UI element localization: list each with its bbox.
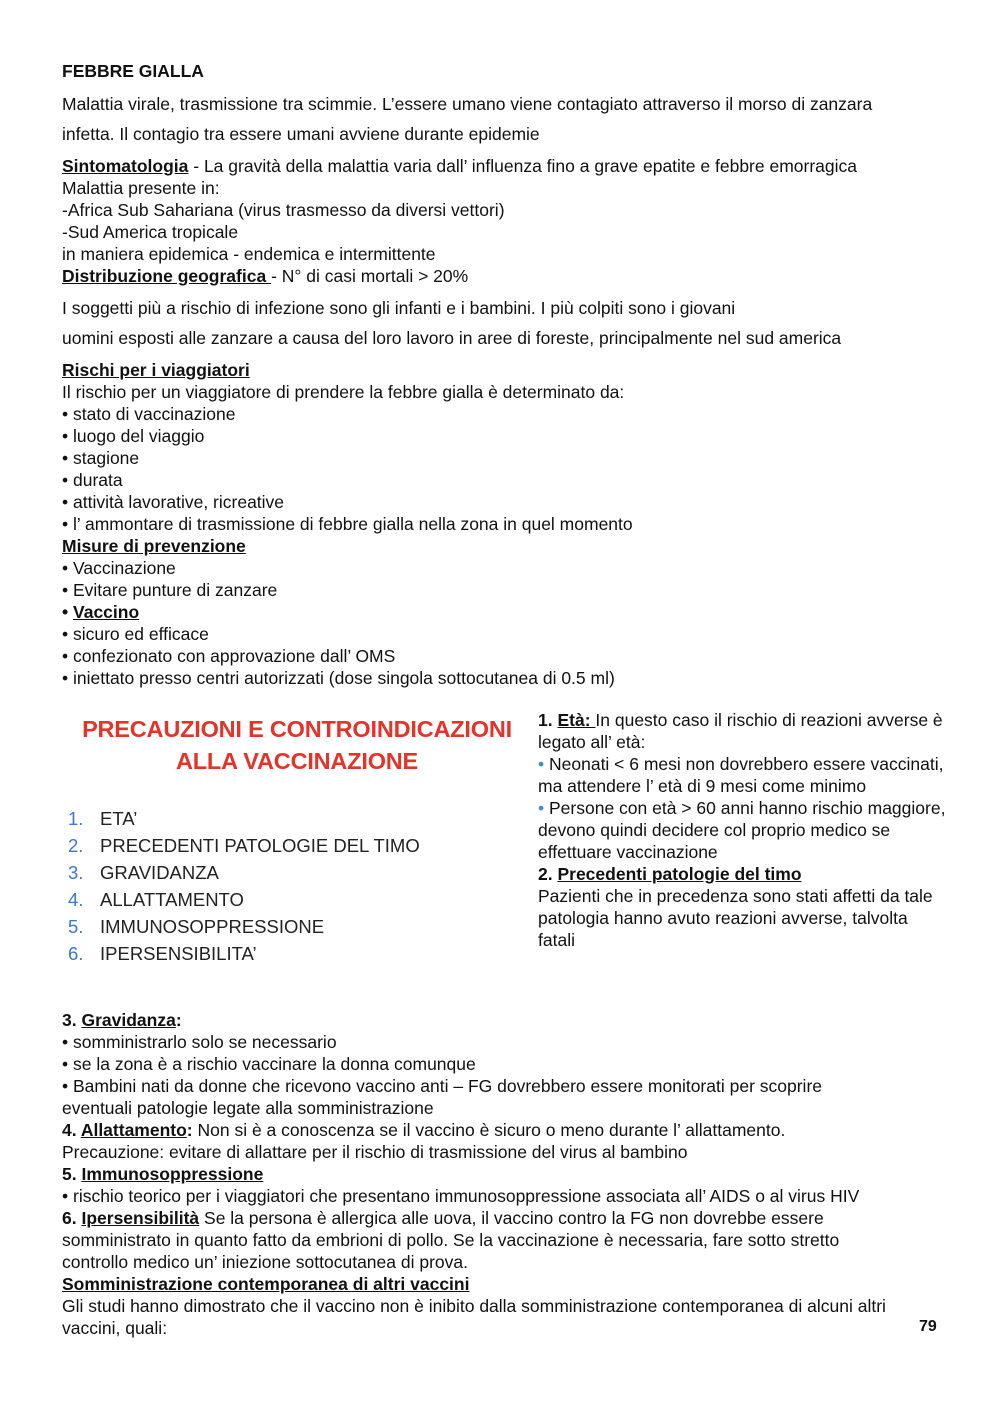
- precauzioni-section: [62, 709, 946, 1009]
- neonati-item: [538, 753, 948, 797]
- gravidanza-item: • se la zona è a rischio vaccinare la donna comunque: [62, 1054, 476, 1074]
- allattamento-line-2: Precauzione: evitare di allattare per il rischio di trasmissione del virus al bambino: [62, 1142, 688, 1162]
- distribuzione-text: - N° di casi mortali > 20%: [271, 266, 469, 286]
- slide-list-item: [68, 886, 532, 913]
- sintomatologia-item: -Africa Sub Sahariana (virus trasmesso da diversi vettori): [62, 200, 505, 220]
- gravidanza-item: eventuali patologie legate alla somministrazione: [62, 1098, 434, 1118]
- allattamento-text: Non si è a conoscenza se il vaccino è sicuro o meno durante l’ allattamento.: [192, 1120, 786, 1140]
- gravidanza-item: • somministrarlo solo se necessario: [62, 1032, 337, 1052]
- rischi-item: • l’ ammontare di trasmissione di febbre gialla nella zona in quel momento: [62, 514, 633, 534]
- slide-list-item: [68, 940, 532, 967]
- distribuzione-line: [62, 265, 942, 287]
- ipersensibilita-heading: Ipersensibilità: [81, 1208, 200, 1228]
- neonati-text: Neonati < 6 mesi non dovrebbero essere vaccinati, ma attendere l’ età di 9 mesi come minimo: [538, 754, 944, 796]
- vaccino-line: [62, 601, 942, 623]
- slide-item-label: IMMUNOSOPPRESSIONE: [100, 916, 325, 937]
- rischi-item: • stato di vaccinazione: [62, 404, 236, 424]
- vaccino-item: • iniettato presso centri autorizzati (dose singola sottocutanea di 0.5 ml): [62, 668, 615, 688]
- bullet-icon: •: [538, 798, 549, 818]
- persone-text: Persone con età > 60 anni hanno rischio maggiore, devono quindi decidere col proprio medico se effettuare vaccinazione: [538, 798, 946, 862]
- rischi-heading: Rischi per i viaggiatori: [62, 360, 250, 380]
- allattamento-line: [62, 1119, 942, 1141]
- timo-text: Pazienti che in precedenza sono stati affetti da tale patologia hanno avuto reazioni avverse, talvolta fatali: [538, 886, 933, 950]
- rischi-intro: Il rischio per un viaggiatore di prendere la febbre gialla è determinato da:: [62, 382, 625, 402]
- document-page: [62, 60, 946, 1339]
- ipersensibilita-line-3: controllo medico un’ iniezione sottocutanea di prova.: [62, 1252, 468, 1272]
- slide-item-number: 1.: [68, 808, 84, 829]
- precauzioni-side-text: [538, 709, 948, 951]
- page-number: 79: [919, 1318, 937, 1335]
- timo-heading-line: [538, 863, 948, 885]
- slide-title-line-2: ALLA VACCINAZIONE: [175, 748, 419, 774]
- slide-title-line-1: PRECAUZIONI E CONTROINDICAZIONI: [82, 716, 512, 742]
- prevenzione-item: • Evitare punture di zanzare: [62, 580, 278, 600]
- precauzioni-slide-image: [62, 709, 532, 989]
- slide-list-item: [68, 913, 532, 940]
- sintomatologia-item: -Sud America tropicale: [62, 222, 239, 242]
- gravidanza-colon: :: [175, 1010, 182, 1030]
- intro-line-2: infetta. Il contagio tra essere umani avviene durante epidemie: [62, 124, 540, 144]
- timo-number: 2.: [538, 864, 558, 884]
- immuno-item: • rischio teorico per i viaggiatori che presentano immunosoppressione associata all’ AIDS o al virus HIV: [62, 1186, 860, 1206]
- prevenzione-item: • Vaccinazione: [62, 558, 176, 578]
- eta-text: In questo caso il rischio di reazioni avverse è legato all’ età:: [538, 710, 943, 752]
- slide-title: [62, 713, 532, 777]
- rischi-item: • attività lavorative, ricreative: [62, 492, 285, 512]
- slide-item-number: 4.: [68, 889, 84, 910]
- slide-item-number: 6.: [68, 943, 84, 964]
- rischi-item: • durata: [62, 470, 123, 490]
- gravidanza-heading-line: [62, 1009, 942, 1031]
- slide-item-number: 2.: [68, 835, 84, 856]
- sintomatologia-heading: Sintomatologia: [62, 156, 189, 176]
- allattamento-colon: :: [186, 1120, 193, 1140]
- vaccino-item: • sicuro ed efficace: [62, 624, 209, 644]
- eta-paragraph: [538, 709, 948, 753]
- contemporanea-line-2: vaccini, quali:: [62, 1318, 168, 1338]
- slide-item-number: 3.: [68, 862, 84, 883]
- immuno-heading: Immunosoppressione: [81, 1164, 264, 1184]
- slide-list-item: [68, 859, 532, 886]
- sintomatologia-line: [62, 155, 942, 177]
- allattamento-number: 4.: [62, 1120, 81, 1140]
- eta-heading: Età:: [557, 710, 596, 730]
- vaccino-bullet: •: [62, 602, 73, 622]
- immuno-number: 5.: [62, 1164, 82, 1184]
- distribuzione-line-2: uomini esposti alle zanzare a causa del loro lavoro in aree di foreste, principalmente nel sud america: [62, 328, 842, 348]
- bullet-icon: •: [538, 754, 549, 774]
- ipersensibilita-line-2: somministrato in quanto fatto da embrioni di pollo. Se la vaccinazione è necessaria, fare sotto stretto: [62, 1230, 840, 1250]
- slide-item-label: ETA’: [100, 808, 138, 829]
- eta-number: 1.: [538, 710, 558, 730]
- slide-list-item: [68, 805, 532, 832]
- allattamento-heading: Allattamento: [80, 1120, 187, 1140]
- contemporanea-heading: Somministrazione contemporanea di altri vaccini: [62, 1274, 470, 1294]
- contemporanea-line-1: Gli studi hanno dimostrato che il vaccino non è inibito dalla somministrazione contemporanea di alcuni altri: [62, 1296, 886, 1316]
- slide-item-label: ALLATTAMENTO: [100, 889, 244, 910]
- immuno-heading-line: [62, 1163, 942, 1185]
- slide-list-item: [68, 832, 532, 859]
- gravidanza-heading: Gravidanza: [81, 1010, 176, 1030]
- persone-item: [538, 797, 948, 863]
- gravidanza-item: • Bambini nati da donne che ricevono vaccino anti – FG dovrebbero essere monitorati per scoprire: [62, 1076, 823, 1096]
- sintomatologia-item: Malattia presente in:: [62, 178, 220, 198]
- gravidanza-number: 3.: [62, 1010, 82, 1030]
- intro-line-1: Malattia virale, trasmissione tra scimmie. L’essere umano viene contagiato attraverso il morso di zanzara: [62, 94, 873, 114]
- ipersensibilita-text: Se la persona è allergica alle uova, il vaccino contro la FG non dovrebbe essere: [199, 1208, 824, 1228]
- slide-item-label: PRECEDENTI PATOLOGIE DEL TIMO: [100, 835, 420, 856]
- prevenzione-heading: Misure di prevenzione: [62, 536, 246, 556]
- page-title: FEBBRE GIALLA: [62, 61, 204, 81]
- sintomatologia-text: - La gravità della malattia varia dall’ influenza fino a grave epatite e febbre emorragica: [188, 156, 858, 176]
- ipersensibilita-number: 6.: [62, 1208, 82, 1228]
- rischi-item: • stagione: [62, 448, 140, 468]
- slide-list: [68, 805, 532, 967]
- vaccino-heading: Vaccino: [73, 602, 140, 622]
- vaccino-item: • confezionato con approvazione dall’ OMS: [62, 646, 396, 666]
- slide-item-number: 5.: [68, 916, 84, 937]
- slide-item-label: GRAVIDANZA: [100, 862, 219, 883]
- timo-heading: Precedenti patologie del timo: [557, 864, 802, 884]
- rischi-item: • luogo del viaggio: [62, 426, 205, 446]
- ipersensibilita-line: [62, 1207, 942, 1229]
- slide-item-label: IPERSENSIBILITA’: [100, 943, 257, 964]
- distribuzione-heading: Distribuzione geografica: [62, 266, 272, 286]
- distribuzione-line-1: I soggetti più a rischio di infezione sono gli infanti e i bambini. I più colpiti sono i giovani: [62, 298, 736, 318]
- sintomatologia-item: in maniera epidemica - endemica e intermittente: [62, 244, 436, 264]
